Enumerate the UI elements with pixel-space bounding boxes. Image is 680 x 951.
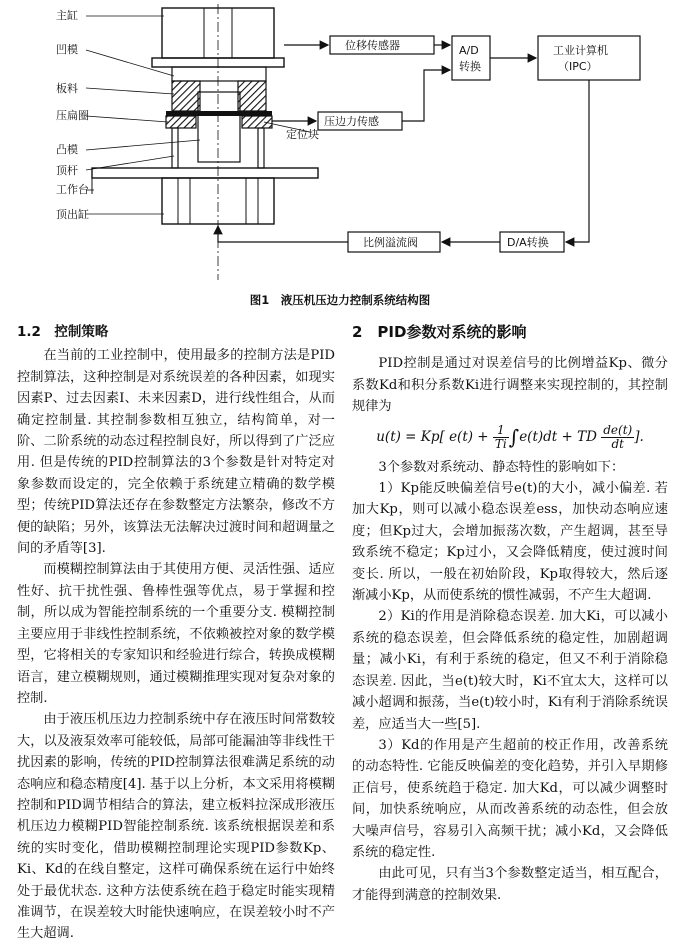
section-heading-2: 2 PID参数对系统的影响 xyxy=(352,323,527,341)
label-sheet: 板料 xyxy=(56,82,78,95)
label-main-cylinder: 主缸 xyxy=(56,9,78,22)
press-control-diagram xyxy=(0,0,680,300)
label-blank-holder: 压扁圈 xyxy=(56,109,89,122)
figure-caption: 图1 液压机压边力控制系统结构图 xyxy=(249,293,431,307)
main-cylinder-shape xyxy=(162,8,274,58)
ejector-rod-right xyxy=(258,128,264,168)
blank-holder-shape xyxy=(166,116,196,128)
label-die: 凹模 xyxy=(56,43,78,56)
paragraph: 3）Kd的作用是产生超前的校正作用，改善系统的动态特性. 它能反映偏差的变化趋势，并引入早期修正信号，使系统趋于稳定. 加大Kd，可以减少调整时间，加快系统响应，从而改善系统的动态性，但会放大噪声信号，容易引入高频干扰；减小Kd，又会降低系统的稳定性. xyxy=(352,737,668,860)
ipc-box xyxy=(538,36,640,80)
sheet-shape xyxy=(166,111,272,116)
paragraph: 3个参数对系统动、静态特性的影响如下： xyxy=(378,459,625,475)
die-shape xyxy=(172,67,266,81)
ad-converter-label-1: A/D xyxy=(459,44,479,57)
punch-shape xyxy=(198,92,240,162)
paragraph: 在当前的工业控制中，使用最多的控制方法是PID控制算法，这种控制是对系统误差的各种因素，如现实因素P、过去因素I、未来因素D，进行线性组合，从而确定控制量. 其控制参数相互独立，结构简单，对一阶、二阶系统的动态过程控制良好，所以得到了广泛应用. 但是传统的PID控制算法的3个参数是针对特定对象参数而设定的，完全依赖于系统建立精确的数学模型；传统PID算法还存在参数整定方法繁杂，修改不方便的缺陷；另外，该算法无法解决过渡时间和超调量之间的矛盾等[3]. xyxy=(17,348,335,557)
paragraph: 由于液压机压边力控制系统中存在液压时间常数较大，以及液泵效率可能较低，局部可能漏油等非线性干扰因素的影响，传统的PID控制算法很难满足系统的动态响应和稳态精度[4]. 基于以上分析，本文采用将模糊控制和PID调节相结合的算法，建立板料拉深成形液压机压边力模糊PID智能控制系统. 该系统根据误差和系统的实时变化，借助模糊控制理论实现PID参数Kp、Ki、Kd的在线自整定，这样可确保系统在运行中始终处于最优状态. 这种方法使系统在趋于稳定时能实现精准调节，在误差较大时能快速响应，在误差较小时不产生大超调. xyxy=(17,712,335,942)
figure-1 xyxy=(0,0,680,300)
ipc-label-1: 工业计算机 xyxy=(553,44,608,57)
ad-converter-box xyxy=(452,36,490,80)
displacement-sensor-label: 位移传感器 xyxy=(345,39,400,52)
ipc-label-2: （IPC） xyxy=(558,60,598,73)
ad-converter-label-2: 转换 xyxy=(459,60,481,73)
paragraph: 由此可见，只有当3个参数整定适当，相互配合，才能得到满意的控制效果. xyxy=(352,866,668,903)
main-cylinder-rod xyxy=(204,8,232,58)
ejector-rod-left xyxy=(172,128,178,168)
da-converter-label: D/A转换 xyxy=(507,236,549,249)
label-ejector-cylinder: 顶出缸 xyxy=(56,208,89,221)
paragraph: 1）Kp能反映偏差信号e(t)的大小，减小偏差. 若加大Kp，则可以减小稳态误差ess，加快动态响应速度；但Kp过大，会增加振荡次数，产生超调，甚至导致系统不稳定；Kp过小，又会降低精度，使过渡时间变长. 所以，一般在初始阶段，Kp取得较大，然后逐渐减小Kp，从而使系统的惯性减弱，不产生大超调. xyxy=(352,481,668,604)
label-ejector-rod: 顶杆 xyxy=(56,164,78,177)
paragraph: PID控制是通过对误差信号的比例增益Kp、微分系数Kd和积分系数Ki进行调整来实现控制的，其控制规律为 xyxy=(352,356,668,415)
pid-formula: u(t) = Kp[ e(t) + $\frac{1}{Ti}$ ∫e(t)dt + TD $\frac{de(t)}{dt}$ ]. xyxy=(376,422,644,451)
pressure-sensor-label: 压边力传感 xyxy=(324,115,379,128)
label-punch: 凸模 xyxy=(56,143,78,156)
section-heading-1-2: 1.2 控制策略 xyxy=(17,324,109,340)
label-worktable: 工作台 xyxy=(56,183,89,196)
paragraph: 而模糊控制算法由于其使用方便、灵活性强、适应性好、抗干扰性强、鲁棒性强等优点，易于掌握和控制，所以成为智能控制系统的一个重要分支. 模糊控制主要应用于非线性控制系统，不依赖被控对象的数学模型，它将相关的专家知识和经验进行综合，转换成模糊语言，建立模糊规则，通过模糊推理实现对复杂对象的控制. xyxy=(17,562,335,706)
proportional-valve-label: 比例溢流阀 xyxy=(363,236,418,249)
paragraph: 2）Ki的作用是消除稳态误差. 加大Ki，可以减小系统的稳态误差，但会降低系统的稳定性，加剧超调量；减小Ki，有利于系统的稳定，但又不利于消除稳态误差. 因此，当e(t)较大时，Ki不宜太大，这样可以减小超调和振荡，当e(t)较小时，Ki有利于消除系统误差，应适当大一些[5]. xyxy=(352,609,668,732)
right-column xyxy=(352,322,668,906)
left-column xyxy=(17,322,335,945)
worktable-shape xyxy=(92,168,318,178)
label-locating-block: 定位块 xyxy=(286,128,319,141)
